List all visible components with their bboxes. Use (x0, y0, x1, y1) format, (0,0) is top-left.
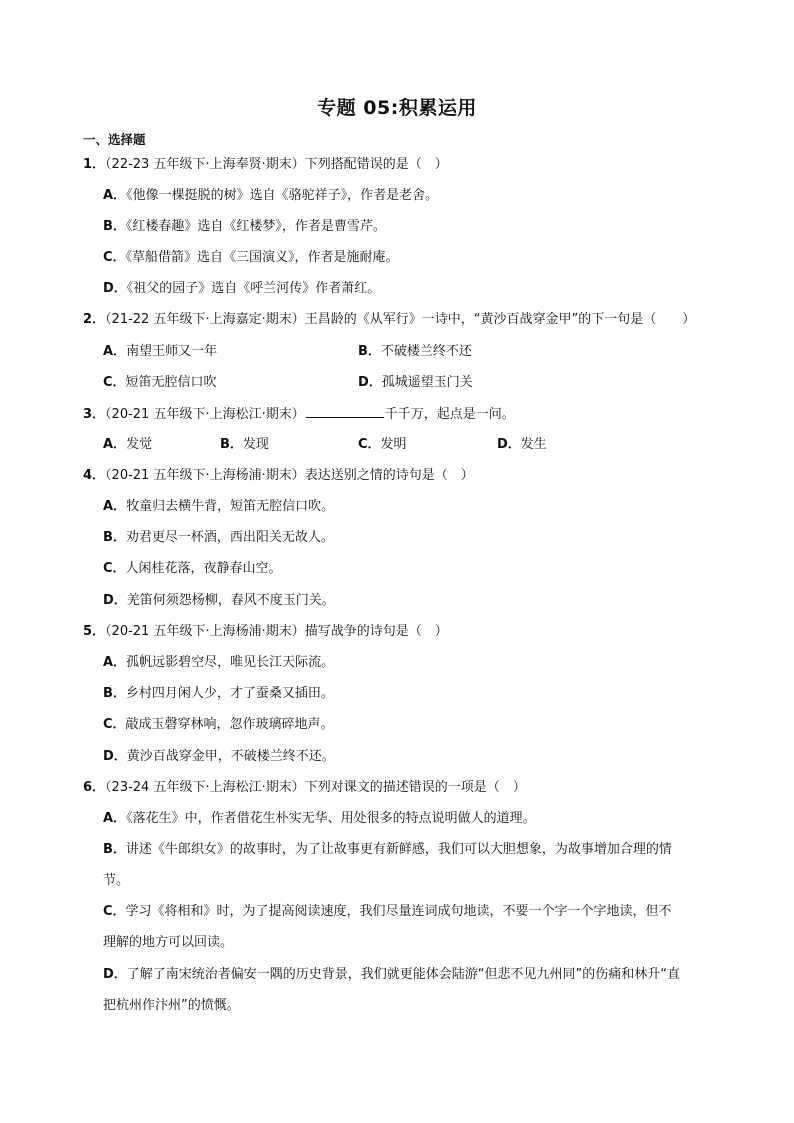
option-text: 劝君更尽一杯酒，西出阳关无故人。 (125, 530, 334, 545)
option-1c (103, 250, 399, 266)
option-1b (103, 219, 386, 235)
option-3a (103, 437, 152, 453)
option-label: B． (103, 842, 126, 857)
option-text: 发生 (520, 437, 547, 452)
option-text: 人闲桂花落，夜静春山空。 (125, 561, 282, 576)
question-stem: 王昌龄的《从军行》一诗中，“黄沙百战穿金甲”的下一句是（ ） (304, 312, 696, 327)
section-heading: 一、选择题 (83, 132, 146, 147)
question-source: （22-23 五年级下·上海奉贤·期末） (105, 157, 305, 172)
question-2 (83, 312, 695, 328)
question-number: 3． (83, 407, 106, 422)
option-label: C． (103, 375, 126, 390)
option-label: B． (103, 686, 126, 701)
answer-blank[interactable] (306, 405, 384, 418)
option-label: B． (358, 344, 381, 359)
option-label: A． (103, 437, 127, 452)
option-label: D． (103, 281, 127, 296)
option-label: C． (103, 717, 126, 732)
question-6 (83, 780, 526, 796)
question-number: 6． (83, 780, 106, 795)
question-1 (83, 157, 448, 173)
question-source: （20-21 五年级下·上海杨浦·期末） (105, 624, 305, 639)
option-4a (103, 499, 334, 515)
option-text: 南望王师又一年 (126, 344, 218, 359)
option-4b (103, 530, 334, 546)
option-2b (358, 344, 472, 360)
option-4d (103, 593, 335, 609)
option-text: 孤城遥望玉门关 (381, 375, 473, 390)
option-label: B． (103, 530, 126, 545)
option-label: A． (103, 344, 127, 359)
option-3d (497, 437, 547, 453)
option-label: D． (103, 593, 127, 608)
option-label: A． (103, 655, 127, 670)
option-label: A． (103, 811, 127, 826)
option-label: D． (497, 437, 521, 452)
option-text: 学习《将相和》时，为了提高阅读速度，我们尽量连词成句地读，不要一个字一个字地读，但不 (125, 904, 672, 919)
option-2c (103, 375, 217, 391)
option-text: 《他像一棵挺脱的树》选自《骆驼祥子》，作者是老舍。 (126, 188, 439, 203)
option-text: 黄沙百战穿金甲，不破楼兰终不还。 (126, 749, 335, 764)
option-text: 敲成玉磬穿林响，忽作玻璃碎地声。 (125, 717, 334, 732)
option-text: 发觉 (126, 437, 153, 452)
option-label: C． (358, 437, 381, 452)
option-label: D． (358, 375, 382, 390)
question-number: 2． (83, 312, 106, 327)
question-stem: 表达送别之情的诗句是（ ） (304, 468, 474, 483)
option-1d (103, 281, 380, 297)
option-5a (103, 655, 334, 671)
question-source: （20-21 五年级下·上海杨浦·期末） (105, 468, 305, 483)
option-3b (220, 437, 269, 453)
option-label: A． (103, 188, 127, 203)
option-text: 《祖父的园子》选自《呼兰河传》作者萧红。 (126, 281, 381, 296)
option-label: C． (103, 904, 126, 919)
option-label: B． (103, 219, 126, 234)
option-text: 讲述《牛郎织女》的故事时，为了让故事更有新鲜感，我们可以大胆想象，为故事增加合理的情 (125, 842, 672, 857)
question-stem: 下列搭配错误的是（ ） (304, 157, 448, 172)
option-text: 孤帆远影碧空尽，唯见长江天际流。 (126, 655, 335, 670)
option-6c (103, 904, 672, 920)
option-text: 发明 (380, 437, 407, 452)
option-6c-continued: 理解的地方可以回读。 (103, 935, 234, 950)
option-text: 不破楼兰终不还 (380, 344, 472, 359)
option-6b (103, 842, 672, 858)
option-text: 了解了南宋统治者偏安一隅的历史背景，我们就更能体会陆游“但悲不见九州同”的伤痛和林升“直 (126, 967, 681, 982)
option-3c (358, 437, 407, 453)
option-label: B． (220, 437, 243, 452)
option-label: C． (103, 250, 126, 265)
question-number: 1． (83, 157, 106, 172)
option-text: 羌笛何须怨杨柳，春风不度玉门关。 (126, 593, 335, 608)
option-text: 短笛无腔信口吹 (125, 375, 217, 390)
option-text: 《红楼春趣》选自《红楼梦》，作者是曹雪芹。 (125, 219, 386, 234)
option-6d (103, 967, 680, 983)
option-1a (103, 188, 438, 204)
option-text: 乡村四月闲人少，才了蚕桑又插田。 (125, 686, 334, 701)
option-5b (103, 686, 334, 702)
option-5d (103, 749, 335, 765)
option-text: 牧童归去横牛背，短笛无腔信口吹。 (126, 499, 335, 514)
option-4c (103, 561, 282, 577)
question-5 (83, 624, 448, 640)
question-number: 5． (83, 624, 106, 639)
option-2d (358, 375, 473, 391)
option-label: D． (103, 967, 127, 982)
option-text: 发现 (242, 437, 269, 452)
question-stem: 下列对课文的描述错误的一项是（ ） (304, 780, 526, 795)
question-stem: 千千万，起点是一问。 (384, 407, 515, 422)
page-title: 专题 05:积累运用 (317, 97, 477, 119)
option-label: A． (103, 499, 127, 514)
question-source: （23-24 五年级下·上海松江·期末） (105, 780, 305, 795)
question-source: （20-21 五年级下·上海松江·期末） (105, 407, 305, 422)
option-5c (103, 717, 334, 733)
option-6b-continued: 节。 (103, 873, 130, 888)
option-6d-continued: 把杭州作汴州”的愤慨。 (103, 998, 240, 1013)
option-label: D． (103, 749, 127, 764)
option-2a (103, 344, 217, 360)
question-source: （21-22 五年级下·上海嘉定·期末） (105, 312, 305, 327)
question-stem: 描写战争的诗句是（ ） (304, 624, 448, 639)
question-number: 4． (83, 468, 106, 483)
option-6a (103, 811, 536, 827)
option-text: 《落花生》中，作者借花生朴实无华、用处很多的特点说明做人的道理。 (126, 811, 536, 826)
question-4 (83, 468, 474, 484)
option-label: C． (103, 561, 126, 576)
option-text: 《草船借箭》选自《三国演义》，作者是施耐庵。 (125, 250, 399, 265)
question-3 (83, 405, 515, 423)
